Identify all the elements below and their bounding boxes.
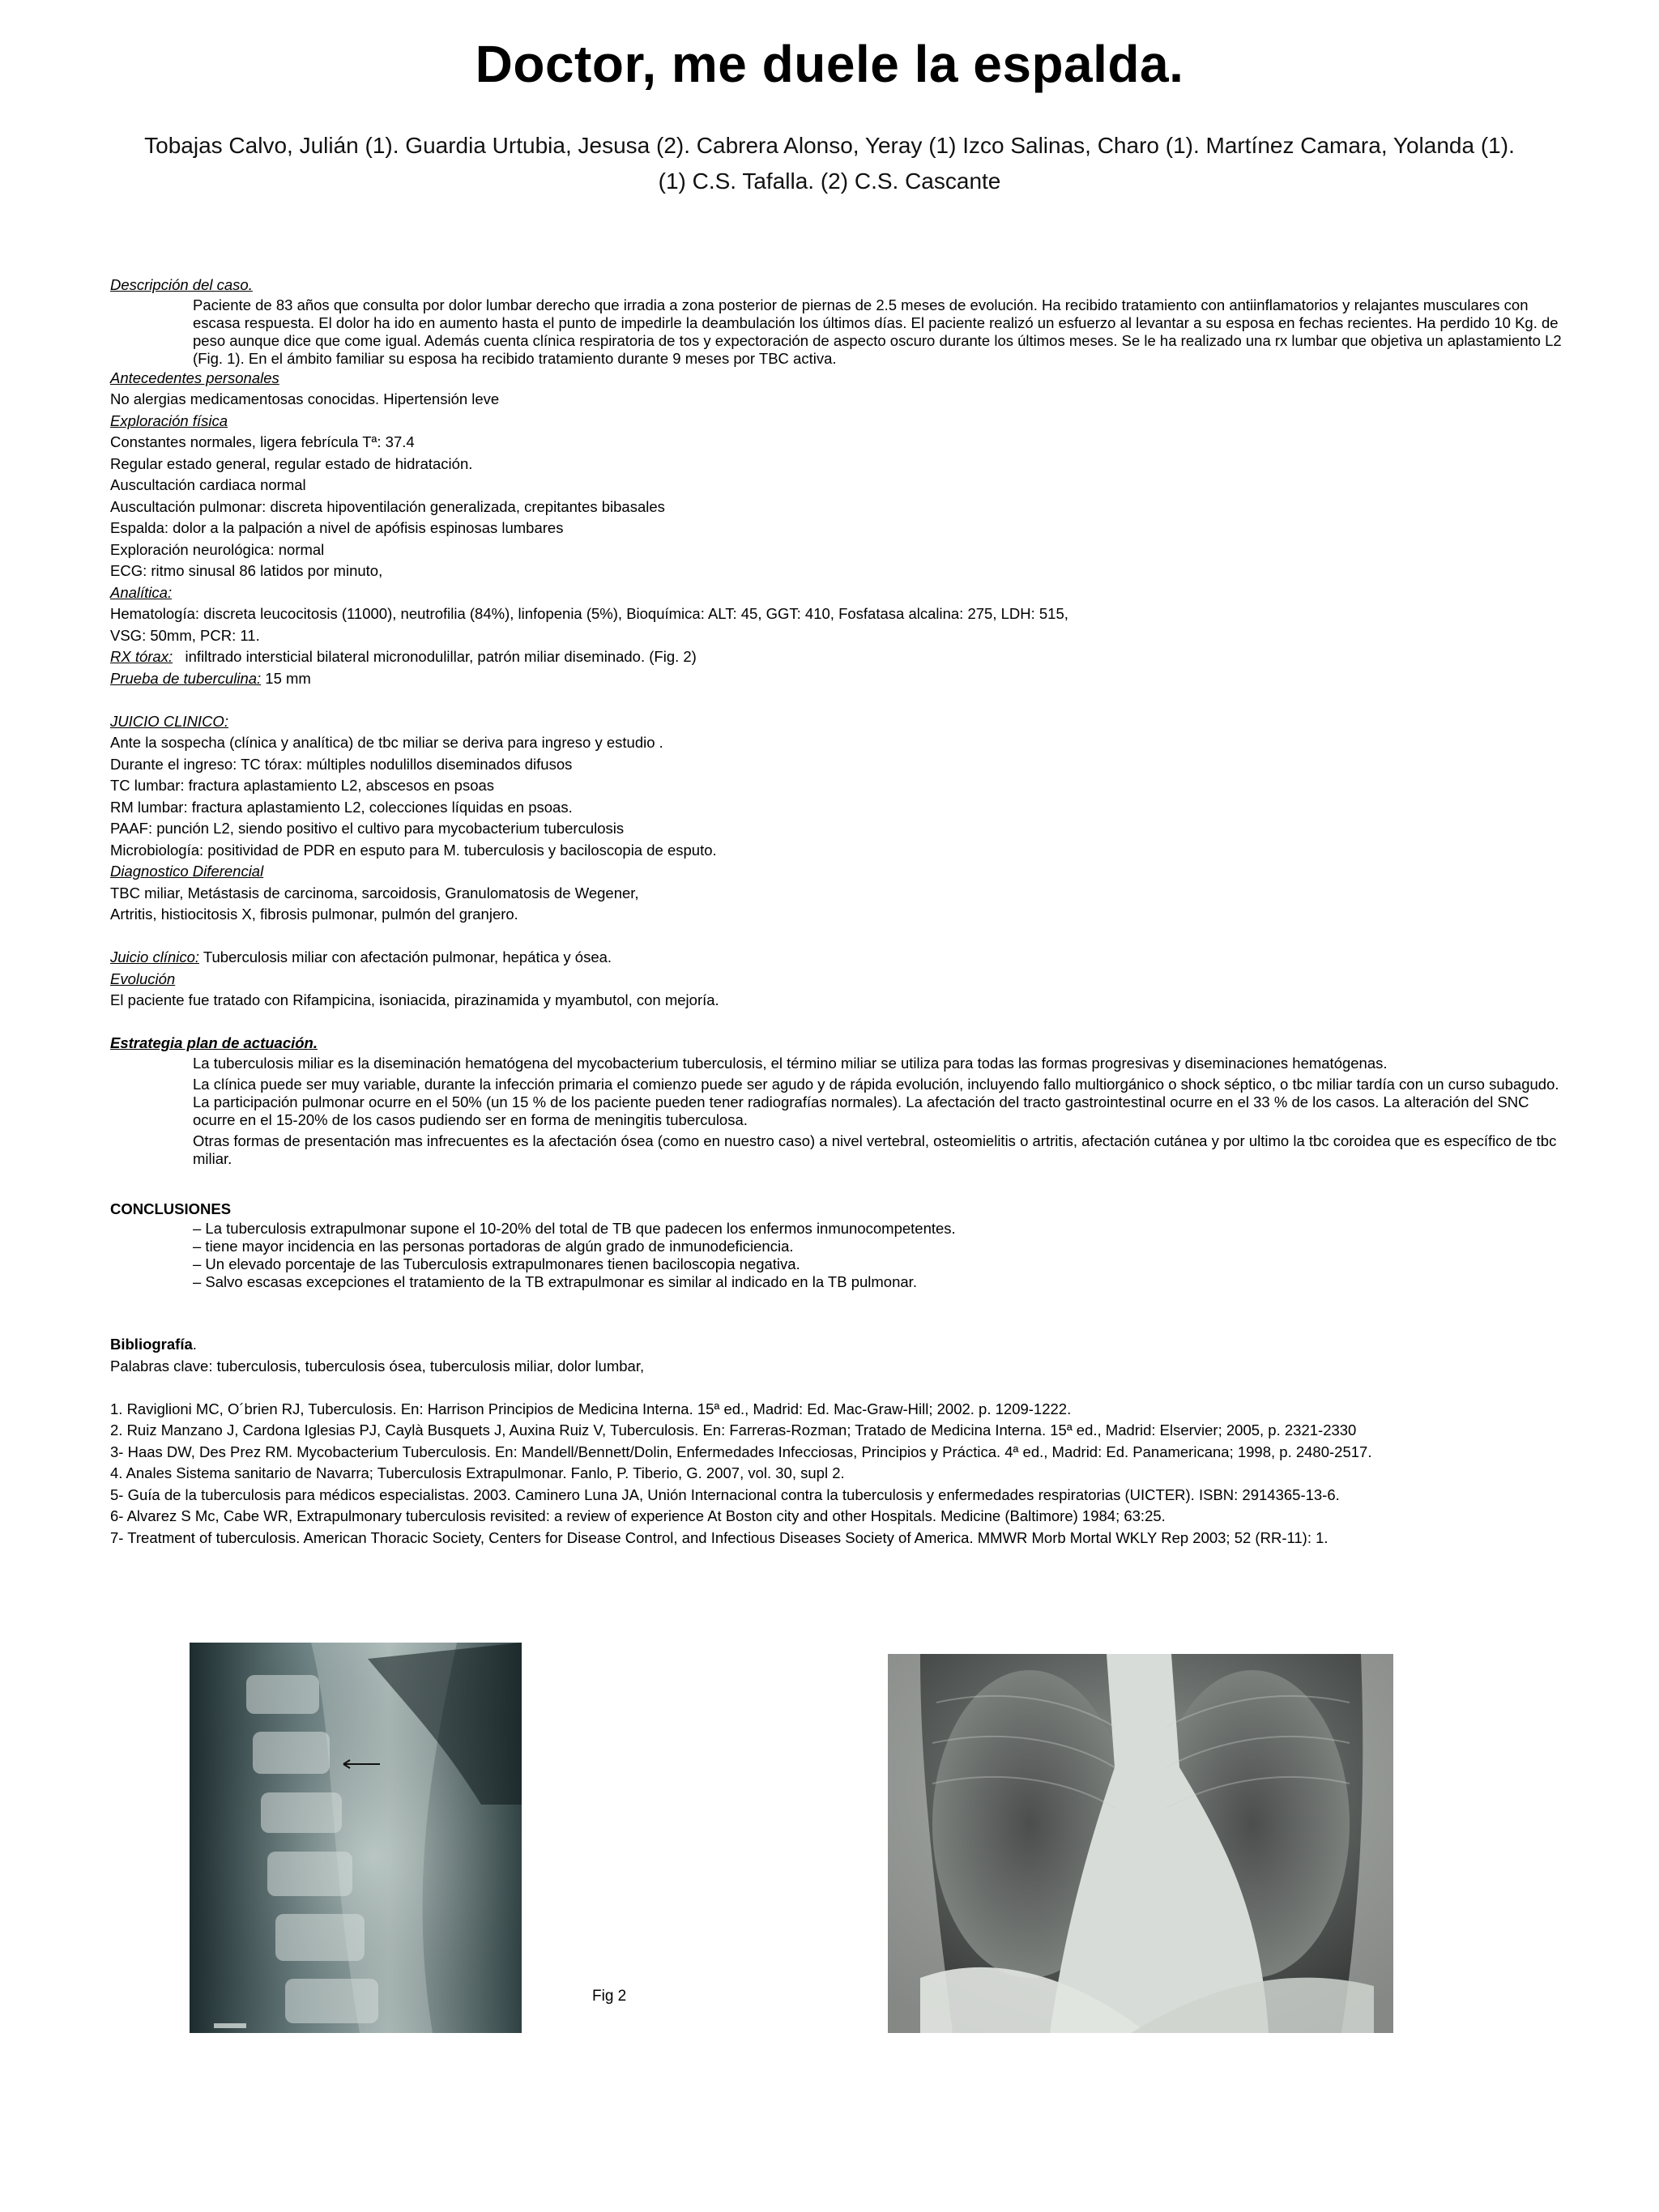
reference: 3- Haas DW, Des Prez RM. Mycobacterium Tuberculosis. En: Mandell/Bennett/Dolin, Enfermedades Infecciosas, Principios y Práctica. 4ª ed., Madrid: Ed. Panamericana; 1998, p. 2480-2517. [110,1443,1372,1460]
reference: 5- Guía de la tuberculosis para médicos especialistas. 2003. Caminero Luna JA, Unión Internacional contra la tuberculosis y enfermedades respiratorias (UICTER). ISBN: 2914365-13-6. [110,1485,1340,1503]
exploracion-line: Auscultación pulmonar: discreta hipoventilación generalizada, crepitantes bibasales [110,497,665,515]
estrategia-paragraph: La tuberculosis miliar es la diseminación hematógena del mycobacterium tuberculosis, el término miliar se utiliza para todas las formas progresivas y diseminaciones hematógenas. [193,1054,1388,1072]
exploracion-line: Exploración neurológica: normal [110,540,325,558]
juicio-clinico-label: Juicio clínico: [110,948,200,965]
juicio-line: Ante la sospecha (clínica y analítica) de tbc miliar se deriva para ingreso y estudio . [110,734,663,751]
tuberculina-text: 15 mm [265,669,311,687]
estrategia-heading: Estrategia plan de actuación. [110,1034,318,1051]
juicio-line: RM lumbar: fractura aplastamiento L2, colecciones líquidas en psoas. [110,798,573,816]
reference: 7- Treatment of tuberculosis. American Thoracic Society, Centers for Disease Control, and Infectious Diseases Society of America. MMWR Morb Mortal WKLY Rep 2003; 52 (RR-11): 1. [110,1528,1328,1546]
descripcion-text-block [110,296,1568,368]
conclusiones-heading: CONCLUSIONES [110,1200,232,1217]
analitica-heading: Analítica: [110,583,173,601]
exploracion-line: Auscultación cardiaca normal [110,476,306,493]
rx-torax-line [110,646,1568,668]
diagnostico-heading: Diagnostico Diferencial [110,863,264,880]
conclusion-item: – Salvo escasas excepciones el tratamiento de la TB extrapulmonar es similar al indicado en la TB pulmonar. [193,1273,917,1290]
exploracion-line: Constantes normales, ligera febrícula Tª: 37.4 [110,433,415,450]
analitica-line: Hematología: discreta leucocitosis (11000), neutrofilia (84%), linfopenia (5%), Bioquímica: ALT: 45, GGT: 410, Fosfatasa alcalina: 275, LDH: 515, [110,605,1068,622]
evolucion-text: El paciente fue tratado con Rifampicina, isoniacida, pirazinamida y myambutol, con mejoría. [110,991,719,1008]
exploracion-line: ECG: ritmo sinusal 86 latidos por minuto, [110,562,383,579]
juicio-line: PAAF: punción L2, siendo positivo el cultivo para mycobacterium tuberculosis [110,820,625,837]
analitica-line: VSG: 50mm, PCR: 11. [110,626,260,644]
conclusiones-list [110,1220,1568,1291]
author-list: Tobajas Calvo, Julián (1). Guardia Urtubia, Jesusa (2). Cabrera Alonso, Yeray (1) Izco Salinas, Charo (1). Martínez Camara, Yolanda (1). [144,133,1515,158]
reference: 2. Ruiz Manzano J, Cardona Iglesias PJ, Caylà Busquets J, Auxina Ruiz V, Tuberculosis. En: Farreras-Rozman; Tratado de Medicina Interna. 15ª ed., Madrid: Elservier; 2005, p. 2321-2330 [110,1421,1357,1438]
juicio-clinico-heading: JUICIO CLINICO: [110,712,228,730]
juicio-clinico-final [110,947,1568,969]
exploracion-heading: Exploración física [110,411,228,429]
exploracion-line: Regular estado general, regular estado de hidratación. [110,454,473,472]
tuberculina-line [110,668,1568,690]
reference: 1. Raviglioni MC, O´brien RJ, Tuberculosis. En: Harrison Principios de Medicina Interna. 15ª ed., Madrid: Ed. Mac-Graw-Hill; 2002. p. 1209-1222. [110,1400,1072,1417]
diagnostico-line: Artritis, histiocitosis X, fibrosis pulmonar, pulmón del granjero. [110,906,518,923]
exploracion-line: Espalda: dolor a la palpación a nivel de apófisis espinosas lumbares [110,519,564,536]
juicio-line: Microbiología: positividad de PDR en esputo para M. tuberculosis y baciloscopia de esputo. [110,841,717,859]
estrategia-paragraph: La clínica puede ser muy variable, durante la infección primaria el comienzo puede ser agudo y de rápida evolución, incluyendo fallo multiorgánico o shock séptico, o tbc miliar tardía con un curso subagudo. La participación pulmonar ocurre en el 50% (un 15 % de los paciente pueden tener radiografías normales). La afectación del tracto gastrointestinal ocurre en el 33 % de los casos. La alteración del SNC ocurre en el 15-20% de los casos pudiendo ser en forma de meningitis tuberculosa. [193,1075,1559,1128]
rx-torax-label: RX tórax: [110,648,173,665]
juicio-line: TC lumbar: fractura aplastamiento L2, abscesos en psoas [110,777,495,794]
juicio-clinico-text: Tuberculosis miliar con afectación pulmonar, hepática y ósea. [203,948,612,965]
tuberculina-label: Prueba de tuberculina: [110,669,262,687]
descripcion-heading: Descripción del caso. [110,276,253,293]
conclusion-item: – La tuberculosis extrapulmonar supone el 10-20% del total de TB que padecen los enfermos inmunocompetentes. [193,1220,956,1237]
poster-title: Doctor, me duele la espalda. [475,35,1184,93]
descripcion-text: Paciente de 83 años que consulta por dolor lumbar derecho que irradia a zona posterior de piernas de 2.5 meses de evolución. Ha recibido tratamiento con antiinflamatorios y relajantes musculares con escasa respuesta. El dolor ha ido en aumento hasta el punto de impedirle la deambulación los últimos días. El paciente realizó un esfuerzo al levantar a su esposa en fechas recientes. Ha perdido 10 Kg. de peso aunque dice que come igual. Además cuenta clínica respiratoria de tos y expectoración de aspecto oscuro durante los últimos meses. Se le ha realizado una rx lumbar que objetiva un aplastamiento L2 (Fig. 1). En el ámbito familiar su esposa ha recibido tratamiento durante 9 meses por TBC activa. [193,296,1562,367]
affiliations: (1) C.S. Tafalla. (2) C.S. Cascante [658,168,1001,194]
antecedentes-heading: Antecedentes personales [110,369,279,386]
keywords: Palabras clave: tuberculosis, tuberculosis ósea, tuberculosis miliar, dolor lumbar, [110,1357,645,1375]
reference: 6- Alvarez S Mc, Cabe WR, Extrapulmonary tuberculosis revisited: a review of experience At Boston city and other Hospitals. Medicine (Baltimore) 1984; 63:25. [110,1507,1166,1524]
bibliografia-heading-line: Bibliografía. [110,1336,197,1353]
authors-block [0,128,1659,199]
juicio-line: Durante el ingreso: TC tórax: múltiples nodulillos diseminados difusos [110,755,573,773]
chest-xray-image [888,1654,1393,2033]
conclusion-item: – tiene mayor incidencia en las personas portadoras de algún grado de inmunodeficiencia. [193,1238,794,1255]
reference: 4. Anales Sistema sanitario de Navarra; Tuberculosis Extrapulmonar. Fanlo, P. Tiberio, G. 2007, vol. 30, supl 2. [110,1464,845,1481]
estrategia-paragraph: Otras formas de presentación mas infrecuentes es la afectación ósea (como en nuestro caso) a nivel vertebral, osteomielitis o artritis, afectación cutánea y por ultimo la tbc coroidea que es específico de tbc miliar. [193,1132,1557,1167]
conclusion-item: – Un elevado porcentaje de las Tuberculosis extrapulmonares tienen baciloscopia negativa. [193,1255,800,1272]
estrategia-block [110,1055,1568,1168]
lumbar-xray-image [190,1643,522,2033]
bibliografia-heading: Bibliografía [110,1336,193,1353]
evolucion-heading: Evolución [110,970,176,987]
antecedentes-text: No alergias medicamentosas conocidas. Hipertensión leve [110,390,500,407]
diagnostico-line: TBC miliar, Metástasis de carcinoma, sarcoidosis, Granulomatosis de Wegener, [110,884,639,901]
poster-body [110,275,1568,1549]
rx-torax-text: infiltrado intersticial bilateral micronodulillar, patrón miliar diseminado. (Fig. 2) [185,648,697,665]
figure-2-caption: Fig 2 [592,1988,627,2005]
